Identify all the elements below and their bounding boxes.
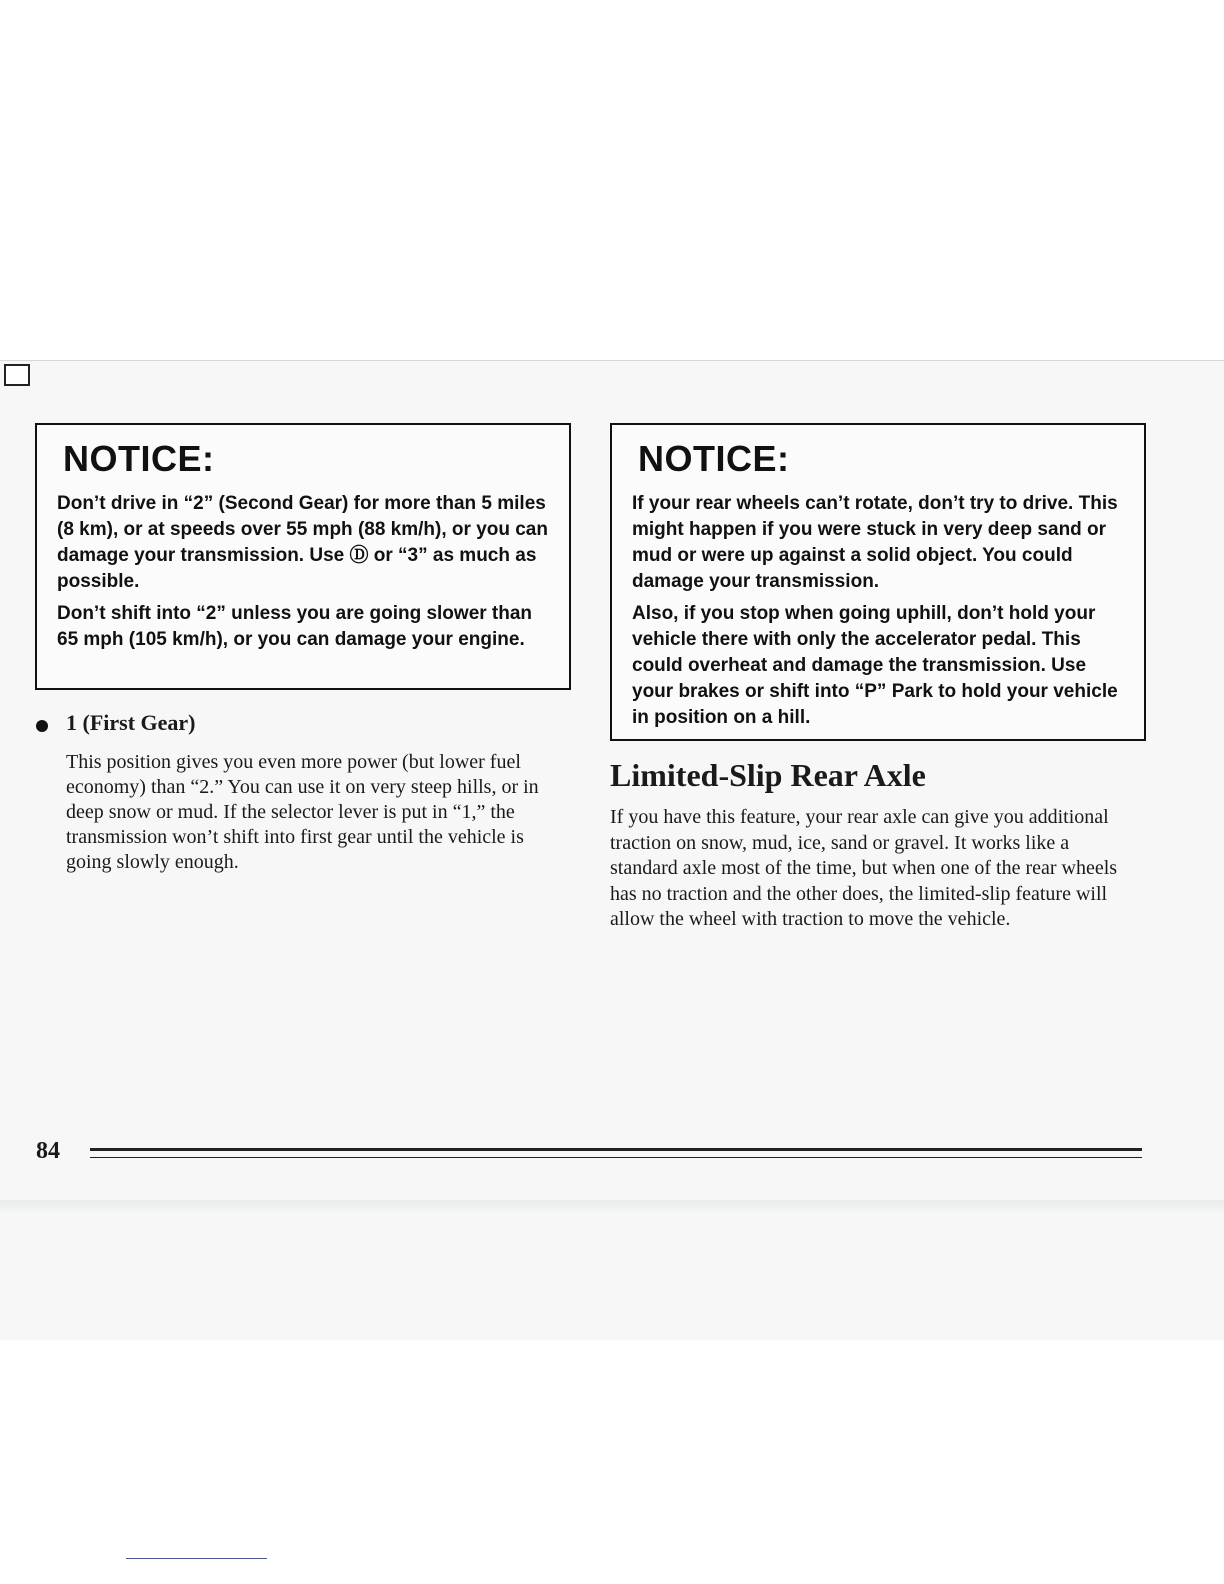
page-bottom-edge — [0, 1200, 1224, 1214]
notice-paragraph: Also, if you stop when going uphill, don’t hold your vehicle there with only the accelerator pedal. This could overheat and damage the transmission. Use your brakes or shift into “P” Park to hold your vehicle in position on a hill. — [632, 602, 1118, 728]
notice-title: NOTICE: — [638, 438, 790, 479]
page-top-edge — [0, 360, 1224, 361]
notice-paragraph: Don’t shift into “2” unless you are going slower than 65 mph (105 km/h), or you can damage your engine. — [57, 602, 533, 650]
section-heading: Limited-Slip Rear Axle — [610, 757, 926, 793]
corner-marker-box — [4, 364, 30, 386]
notice-box-right — [610, 423, 1146, 741]
footer-rule-thin — [90, 1157, 1142, 1158]
notice-title: NOTICE: — [63, 438, 215, 479]
bullet-icon — [36, 720, 48, 732]
list-item-body: This position gives you even more power (but lower fuel economy) than “2.” You can use it on very steep hills, or in deep snow or mud. If the selector lever is put in “1,” the transmission won’t shift into first gear until the vehicle is going slowly enough. — [66, 751, 539, 873]
notice-paragraph: If your rear wheels can’t rotate, don’t try to drive. This might happen if you were stuck in very deep sand or mud or were up against a solid object. You could damage your transmission. — [632, 492, 1118, 592]
section-body: If you have this feature, your rear axle can give you additional traction on snow, mud, ice, sand or gravel. It works like a standard axle most of the time, but when one of the rear wheels has no traction and the other does, the limited-slip feature will allow the wheel with traction to move the vehicle. — [610, 806, 1118, 930]
bottom-underline — [126, 1558, 267, 1559]
notice-box-left — [35, 423, 571, 690]
list-item-heading: 1 (First Gear) — [66, 710, 196, 735]
footer-rule — [90, 1148, 1142, 1151]
page-number: 84 — [36, 1138, 60, 1164]
notice-paragraph: Don’t drive in “2” (Second Gear) for more than 5 miles (8 km), or at speeds over 55 mph (88 km/h), or you can damage your transmission. Use Ⓓ or “3” as much as possible. — [57, 492, 548, 592]
